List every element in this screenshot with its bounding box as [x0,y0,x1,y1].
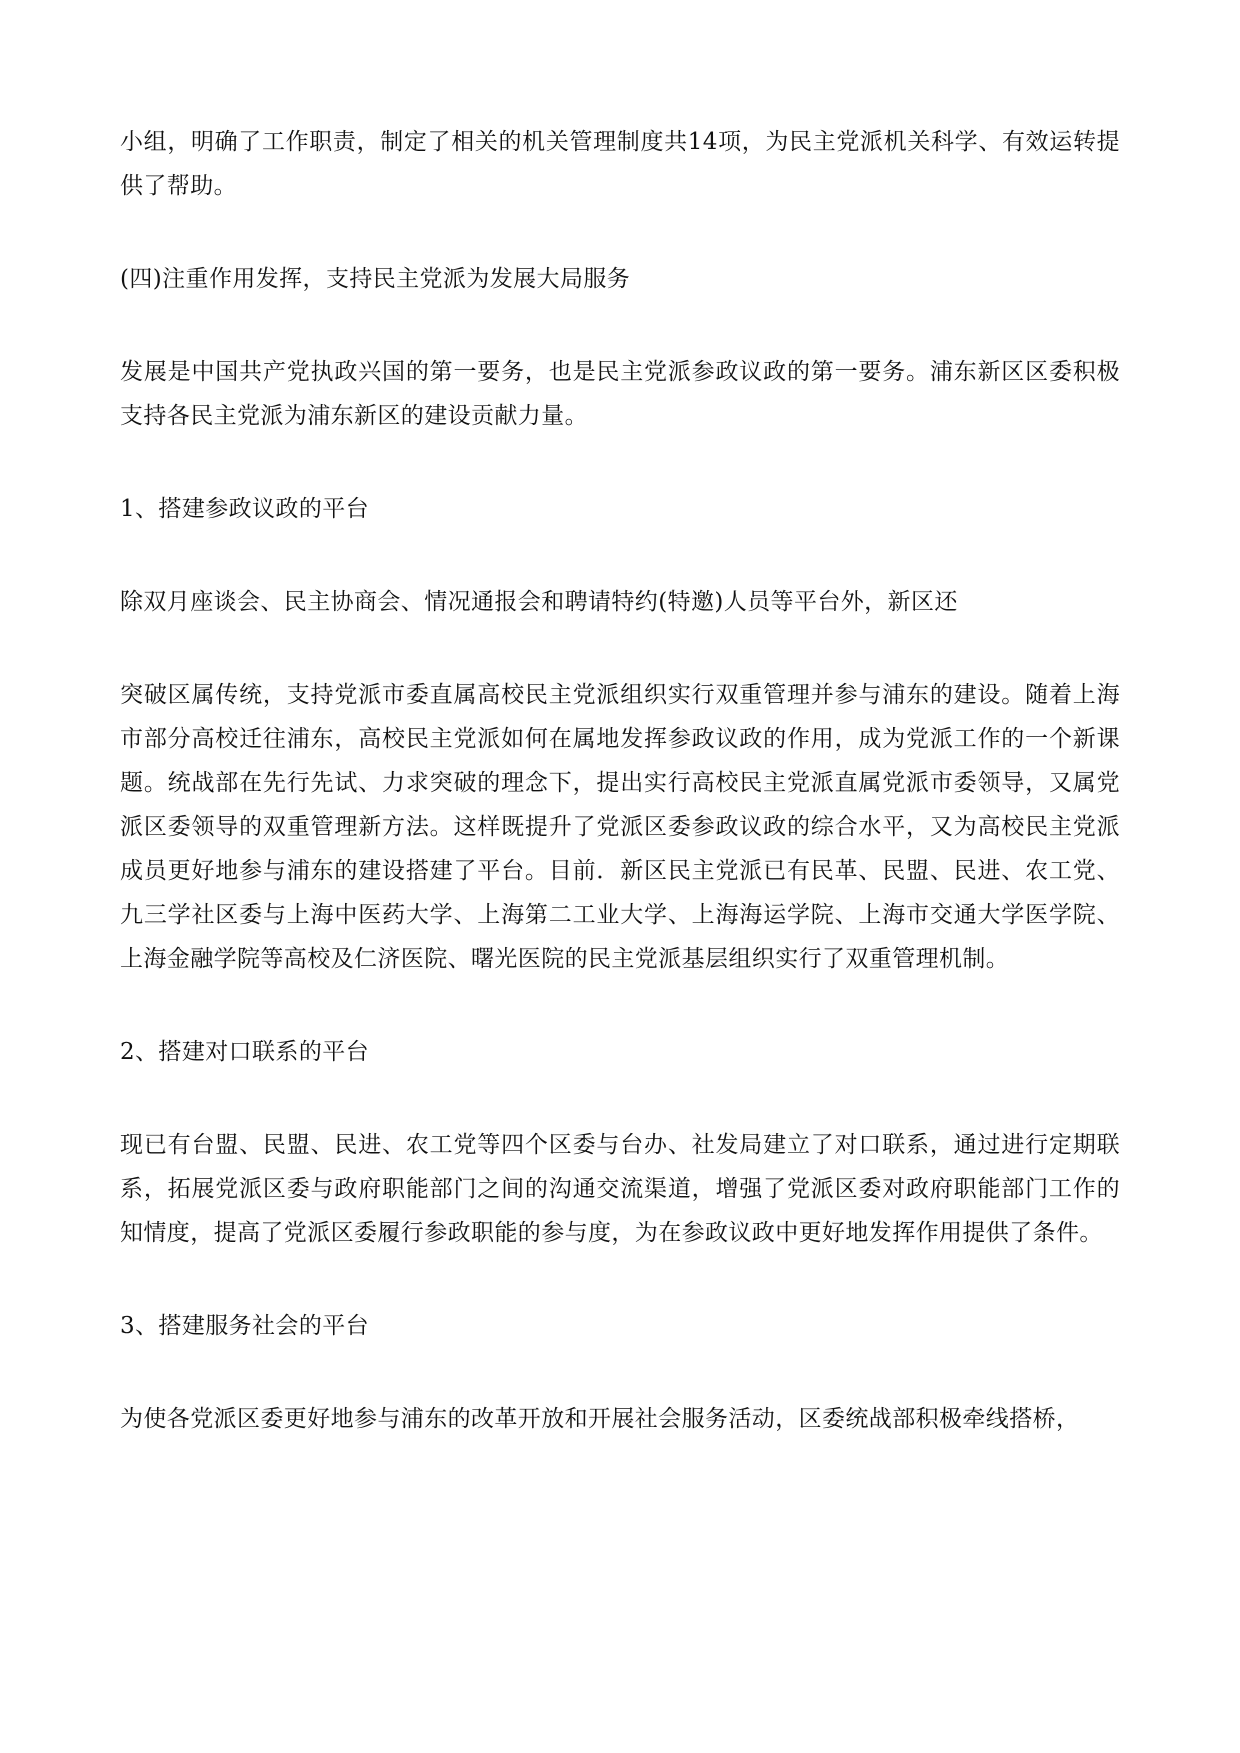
subheading-2-platform: 2、搭建对口联系的平台 [120,1039,370,1065]
subheading-3-platform: 3、搭建服务社会的平台 [120,1313,370,1339]
paragraph-office-management: 小组，明确了工作职责，制定了相关的机关管理制度共14项，为民主党派机关科学、有效运转提供了帮助。 [120,129,1120,199]
paragraph-dual-management: 突破区属传统，支持党派市委直属高校民主党派组织实行双重管理并参与浦东的建设。随着上海市部分高校迁往浦东，高校民主党派如何在属地发挥参政议政的作用，成为党派工作的一个新课题。统战部在先行先试、力求突破的理念下，提出实行高校民主党派直属党派市委领导，又属党派区委领导的双重管理新方法。这样既提升了党派区委参政议政的综合水平，又为高校民主党派成员更好地参与浦东的建设搭建了平台。目前．新区民主党派已有民革、民盟、民进、农工党、九三学社区委与上海中医药大学、上海第二工业大学、上海海运学院、上海市交通大学医学院、上海金融学院等高校及仁济医院、曙光医院的民主党派基层组织实行了双重管理机制。 [120,682,1120,972]
section-heading-4: (四)注重作用发挥，支持民主党派为发展大局服务 [120,266,631,292]
paragraph-liaison: 现已有台盟、民盟、民进、农工党等四个区委与台办、社发局建立了对口联系，通过进行定期联系，拓展党派区委与政府职能部门之间的沟通交流渠道，增强了党派区委对政府职能部门工作的知情度，提高了党派区委履行参政职能的参与度，为在参政议政中更好地发挥作用提供了条件。 [120,1132,1120,1246]
paragraph-platforms-intro: 除双月座谈会、民主协商会、情况通报会和聘请特约(特邀)人员等平台外，新区还 [120,589,958,615]
subheading-1-platform: 1、搭建参政议政的平台 [120,496,370,522]
paragraph-development-priority: 发展是中国共产党执政兴国的第一要务，也是民主党派参政议政的第一要务。浦东新区区委积极支持各民主党派为浦东新区的建设贡献力量。 [120,359,1120,429]
document-body [120,120,1120,1490]
paragraph-social-service: 为使各党派区委更好地参与浦东的改革开放和开展社会服务活动，区委统战部积极牵线搭桥， [120,1406,1080,1432]
